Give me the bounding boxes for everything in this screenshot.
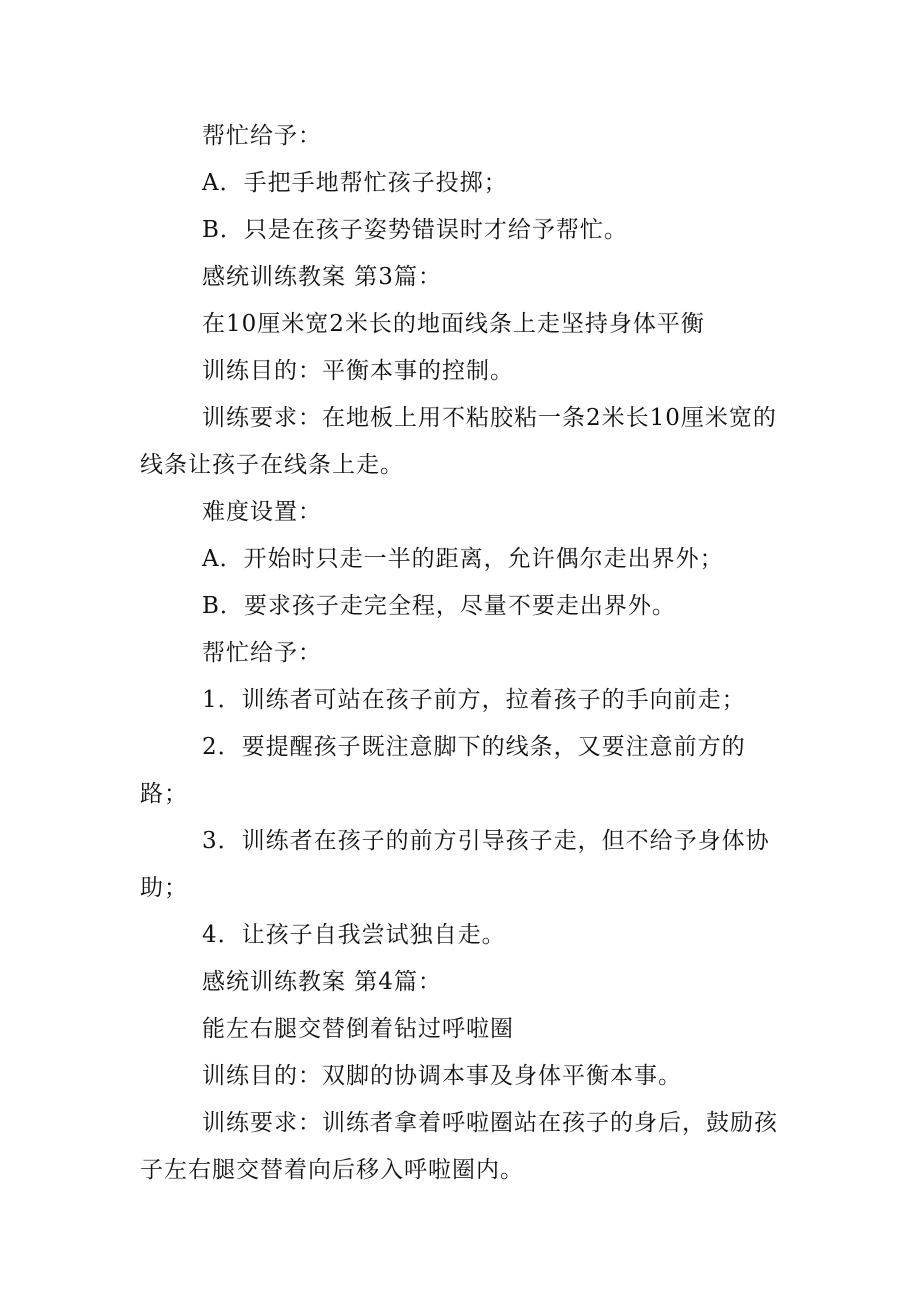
training-goal-4: 训练目的：双脚的协调本事及身体平衡本事。 <box>202 1063 682 1089</box>
training-requirement-3: 训练要求：在地板上用不粘胶粘一条2米长10厘米宽的线条让孩子在线条上走。 <box>140 405 777 478</box>
section-title-3: 感统训练教案 第3篇： <box>202 264 442 290</box>
paragraph-help-heading-1: 帮忙给予： <box>202 123 322 149</box>
section-title-4: 感统训练教案 第4篇： <box>202 969 442 995</box>
activity-title-3: 在10厘米宽2米长的地面线条上走坚持身体平衡 <box>202 311 705 337</box>
training-goal-3: 训练目的：平衡本事的控制。 <box>202 358 514 384</box>
document-body <box>140 113 785 1194</box>
help-step-2: 2．要提醒孩子既注意脚下的线条，又要注意前方的路； <box>140 734 746 807</box>
paragraph-help-a-1: A．手把手地帮忙孩子投掷； <box>202 170 508 196</box>
training-requirement-4: 训练要求：训练者拿着呼啦圈站在孩子的身后，鼓励孩子左右腿交替着向后移入呼啦圈内。 <box>140 1110 778 1183</box>
difficulty-heading-3: 难度设置： <box>202 499 322 525</box>
help-step-4: 4．让孩子自我尝试独自走。 <box>202 922 506 948</box>
help-heading-3: 帮忙给予： <box>202 640 322 666</box>
activity-title-4: 能左右腿交替倒着钻过呼啦圈 <box>202 1016 514 1042</box>
help-step-3: 3．训练者在孩子的前方引导孩子走，但不给予身体协助； <box>140 828 770 901</box>
difficulty-a-3: A．开始时只走一半的距离，允许偶尔走出界外； <box>202 546 724 572</box>
paragraph-help-b-1: B．只是在孩子姿势错误时才给予帮忙。 <box>202 217 628 243</box>
difficulty-b-3: B．要求孩子走完全程，尽量不要走出界外。 <box>202 593 676 619</box>
help-step-1: 1．训练者可站在孩子前方，拉着孩子的手向前走； <box>202 687 746 713</box>
